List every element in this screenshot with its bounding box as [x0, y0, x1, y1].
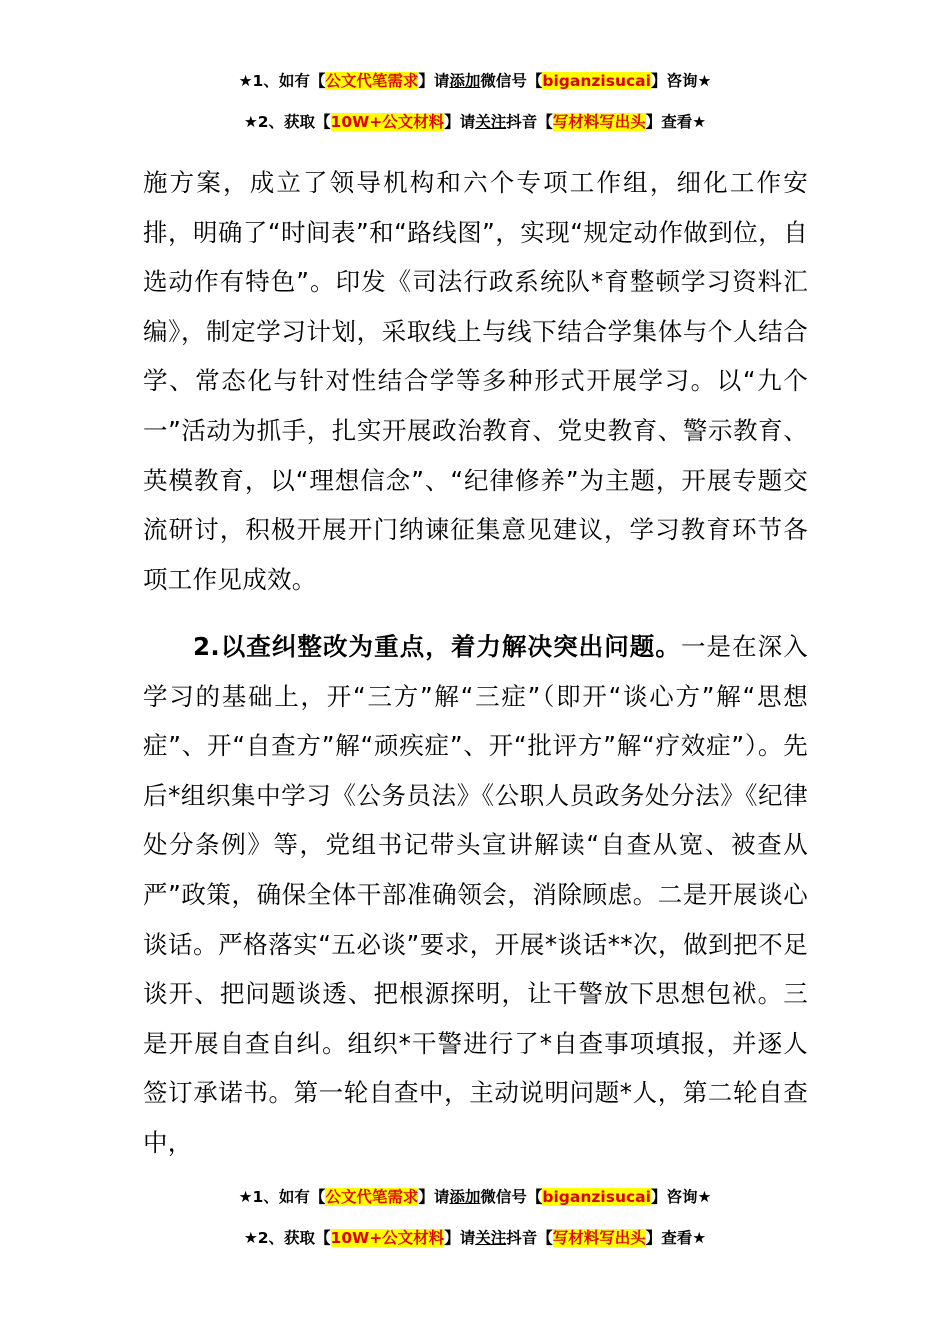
banner-text: ★2、获取【 — [243, 113, 331, 131]
header-banner-line-1 — [0, 70, 950, 92]
banner-text: ★1、如有【 — [238, 1188, 326, 1206]
paragraph-1: 施方案，成立了领导机构和六个专项工作组，细化工作安排，明确了“时间表”和“路线图”，实现“规定动作做到位，自选动作有特色”。印发《司法行政系统队*育整顿学习资料汇编》，制定学习计划，采取线上与线下结合学集体与个人结合学、常态化与针对性结合学等多种形式开展学习。以“九个一”活动为抓手，扎实开展政治教育、党史教育、警示教育、英模教育，以“理想信念”、“纪律修养”为主题，开展专题交流研讨，积极开展开门纳谏征集意见建议，学习教育环节各项工作见成效。 — [143, 168, 808, 594]
highlight-douyin: 写材料写出头 — [552, 113, 646, 131]
footer-banner-line-1 — [0, 1186, 950, 1208]
underlined-word: 添加 — [449, 1188, 481, 1206]
banner-text: 微信号【 — [480, 1188, 543, 1206]
banner-text: 微信号【 — [480, 72, 543, 90]
header-banner-line-2 — [0, 111, 950, 133]
banner-text: 】请 — [444, 1229, 476, 1247]
highlight-wechat-id: biganzisucai — [542, 72, 651, 90]
banner-text: 】咨询★ — [650, 1188, 712, 1206]
footer-banner-line-2 — [0, 1227, 950, 1249]
banner-text: 】查看★ — [645, 113, 707, 131]
banner-text: 】查看★ — [645, 1229, 707, 1247]
banner-text: ★2、获取【 — [243, 1229, 331, 1247]
banner-text: 抖音【 — [506, 113, 553, 131]
section-heading: 2.以查纠整改为重点，着力解决突出问题。 — [193, 632, 681, 661]
paragraph-2 — [143, 622, 808, 1168]
highlight-douyin: 写材料写出头 — [552, 1229, 646, 1247]
highlight-service: 公文代笔需求 — [325, 1188, 419, 1206]
banner-text: 】请 — [444, 113, 476, 131]
banner-text: 抖音【 — [506, 1229, 553, 1247]
banner-text: 】请 — [418, 72, 450, 90]
banner-text: ★1、如有【 — [238, 72, 326, 90]
paragraph-2-text: 一是在深入学习的基础上，开“三方”解“三症”（即开“谈心方”解“思想症”、开“自查方”解“顽疾症”、开“批评方”解“疗效症”）。先后*组织集中学习《公务员法》《公职人员政务处分法》《纪律处分条例》等，党组书记带头宣讲解读“自查从宽、被查从严”政策，确保全体干部准确领会，消除顾虑。二是开展谈心谈话。严格落实“五必谈”要求，开展*谈话**次，做到把不足谈开、把问题谈透、把根源探明，让干警放下思想包袱。三是开展自查自纠。组织*干警进行了*自查事项填报，并逐人签订承诺书。第一轮自查中，主动说明问题*人，第二轮自查中， — [143, 632, 809, 1157]
banner-text: 】请 — [418, 1188, 450, 1206]
underlined-word: 关注 — [475, 1229, 507, 1247]
highlight-wechat-id: biganzisucai — [542, 1188, 651, 1206]
highlight-service: 公文代笔需求 — [325, 72, 419, 90]
highlight-materials: 10W+公文材料 — [330, 113, 445, 131]
underlined-word: 关注 — [475, 113, 507, 131]
banner-text: 】咨询★ — [650, 72, 712, 90]
highlight-materials: 10W+公文材料 — [330, 1229, 445, 1247]
underlined-word: 添加 — [449, 72, 481, 90]
